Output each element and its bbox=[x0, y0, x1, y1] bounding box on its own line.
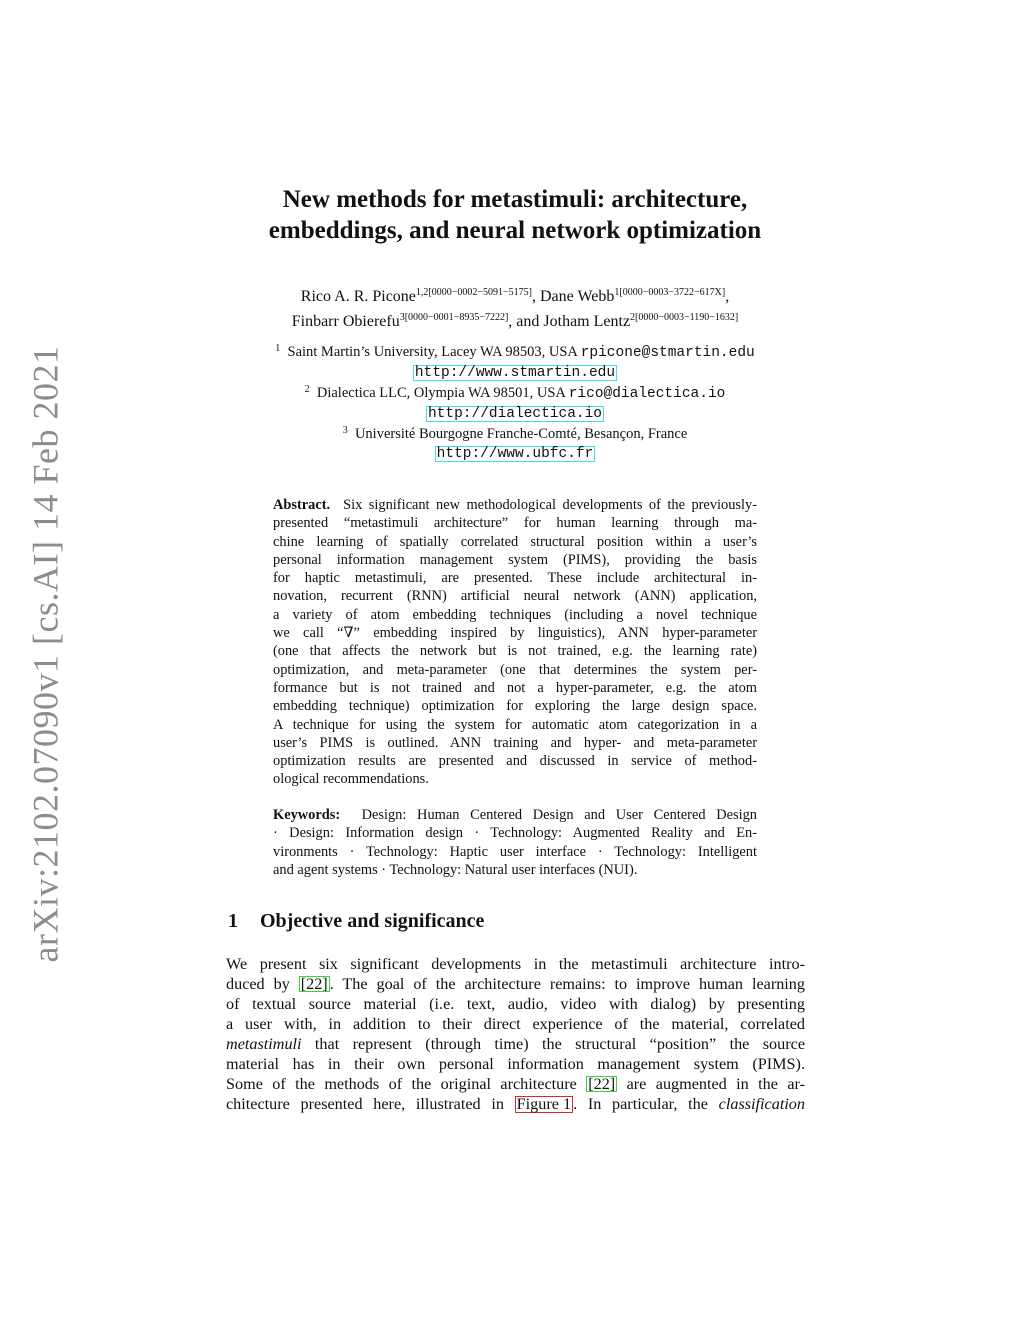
emphasis-text: classification bbox=[718, 1095, 805, 1113]
abstract-line: personal information management system (PIMS), providing the basis bbox=[273, 551, 757, 568]
email-link[interactable]: rico@dialectica.io bbox=[568, 386, 726, 402]
abstract-line: formance but is not trained and not a hyper-parameter, e.g. the atom bbox=[273, 679, 757, 696]
author-name: , Dane Webb bbox=[532, 288, 615, 305]
emphasis-text: metastimuli bbox=[226, 1035, 302, 1053]
url-link[interactable]: http://www.ubfc.fr bbox=[436, 445, 594, 462]
abstract-line: a variety of atom embedding techniques (including a novel technique bbox=[273, 606, 757, 623]
abstract-line: presented “metastimuli architecture” for human learning through ma- bbox=[273, 515, 757, 532]
abstract-line: ological recommendations. bbox=[273, 771, 429, 788]
abstract-line: we call “∇” embedding inspired by linguistics), ANN hyper-parameter bbox=[273, 625, 757, 642]
authors-line-2 bbox=[160, 307, 870, 332]
keywords-label: Keywords: bbox=[273, 807, 341, 823]
body-text: . In particular, the bbox=[573, 1095, 719, 1113]
arxiv-sidebar-stamp bbox=[14, 345, 76, 963]
citation-link[interactable]: [22] bbox=[300, 975, 328, 993]
affiliation-text: Dialectica LLC, Olympia WA 98501, USA bbox=[316, 385, 566, 401]
body-text: that represent (through time) the structural “position” the source bbox=[301, 1035, 805, 1053]
abstract-line: novation, recurrent (RNN) artificial neural network (ANN) application, bbox=[273, 588, 757, 605]
title-line-1: New methods for metastimuli: architecture, bbox=[282, 186, 748, 213]
paper-title bbox=[180, 184, 850, 246]
body-line: material has in their own personal information management system (PIMS). bbox=[226, 1055, 805, 1073]
authors-line-1 bbox=[160, 282, 870, 307]
affiliation-number: 2 bbox=[304, 384, 310, 395]
body-text: Some of the methods of the original architecture bbox=[226, 1075, 587, 1093]
citation-link[interactable]: [22] bbox=[588, 1075, 616, 1093]
affiliation-2 bbox=[160, 381, 870, 404]
author-orcid: 1[0000−0003−3722−617X] bbox=[614, 287, 726, 298]
author-list bbox=[160, 282, 870, 332]
author-orcid: 2[0000−0003−1190−1632] bbox=[630, 312, 739, 323]
arxiv-id-text: arXiv:2102.07090v1 [cs.AI] 14 Feb 2021 bbox=[25, 345, 66, 963]
keywords-line bbox=[273, 806, 757, 824]
keywords-line: vironments · Technology: Haptic user interface · Technology: Intelligent bbox=[273, 843, 757, 860]
affiliation-1-url-row bbox=[160, 363, 870, 382]
abstract-text: Six significant new methodological developments of the previously- bbox=[343, 497, 757, 513]
body-paragraph bbox=[226, 954, 805, 1114]
affiliation-1 bbox=[160, 340, 870, 363]
keywords-line: · Design: Information design · Technology: Augmented Reality and En- bbox=[273, 825, 757, 842]
abstract-line: for haptic metastimuli, are presented. These include architectural in- bbox=[273, 570, 757, 587]
abstract-line: chine learning of spatially correlated structural position within a user’s bbox=[273, 533, 757, 550]
body-line bbox=[226, 1034, 805, 1054]
affiliation-3-url-row bbox=[160, 444, 870, 463]
body-line: We present six significant developments in the metastimuli architecture intro- bbox=[226, 955, 805, 973]
keywords-text: Design: Human Centered Design and User Centered Design bbox=[361, 807, 758, 823]
section-heading bbox=[228, 910, 484, 933]
affiliation-number: 1 bbox=[275, 343, 281, 354]
abstract-line: A technique for using the system for automatic atom categorization in a bbox=[273, 716, 757, 733]
body-text: are augmented in the ar- bbox=[617, 1075, 805, 1093]
body-line: of textual source material (i.e. text, audio, video with dialog) by presenting bbox=[226, 995, 805, 1013]
body-line: a user with, in addition to their direct experience of the material, correlated bbox=[226, 1015, 805, 1033]
abstract bbox=[273, 496, 757, 789]
abstract-line: optimization results are presented and discussed in service of method- bbox=[273, 753, 757, 770]
section-title: Objective and significance bbox=[260, 910, 485, 932]
author-name: Rico A. R. Picone bbox=[300, 288, 416, 305]
body-line bbox=[226, 974, 805, 994]
keywords-line: and agent systems · Technology: Natural user interfaces (NUI). bbox=[273, 861, 638, 878]
title-line-2: embeddings, and neural network optimization bbox=[268, 217, 762, 244]
body-line bbox=[226, 1094, 805, 1114]
abstract-line: user’s PIMS is outlined. ANN training and hyper- and meta-parameter bbox=[273, 734, 757, 751]
affiliation-number: 3 bbox=[342, 425, 348, 436]
body-line bbox=[226, 1074, 805, 1094]
abstract-line bbox=[273, 496, 757, 514]
author-separator: , bbox=[725, 288, 730, 305]
author-name: , and Jotham Lentz bbox=[508, 313, 631, 330]
affiliation-2-url-row bbox=[160, 404, 870, 423]
body-text: . The goal of the architecture remains: to improve human learning bbox=[329, 975, 805, 993]
affiliation-text: Saint Martin’s University, Lacey WA 98503, USA bbox=[287, 344, 578, 360]
url-link[interactable]: http://dialectica.io bbox=[427, 405, 603, 422]
affiliations bbox=[160, 340, 870, 462]
keywords bbox=[273, 806, 757, 879]
url-link[interactable]: http://www.stmartin.edu bbox=[414, 364, 616, 381]
author-orcid: 1,2[0000−0002−5091−5175] bbox=[415, 287, 532, 298]
abstract-line: (one that affects the network but is not trained, e.g. the learning rate) bbox=[273, 643, 757, 660]
abstract-line: optimization, and meta-parameter (one that determines the system per- bbox=[273, 661, 757, 678]
figure-reference-link[interactable]: Figure 1 bbox=[516, 1095, 572, 1113]
author-orcid: 3[0000−0001−8935−7222] bbox=[399, 312, 509, 323]
email-link[interactable]: rpicone@stmartin.edu bbox=[580, 345, 755, 361]
abstract-label: Abstract. bbox=[273, 497, 331, 513]
section-number: 1 bbox=[228, 910, 238, 932]
body-text: chitecture presented here, illustrated in bbox=[226, 1095, 515, 1113]
body-text: duced by bbox=[226, 975, 299, 993]
abstract-line: embedding technique) optimization for exploring the large design space. bbox=[273, 698, 757, 715]
affiliation-text: Université Bourgogne Franche-Comté, Besançon, France bbox=[354, 426, 688, 442]
affiliation-3 bbox=[160, 422, 870, 444]
author-name: Finbarr Obierefu bbox=[291, 313, 400, 330]
